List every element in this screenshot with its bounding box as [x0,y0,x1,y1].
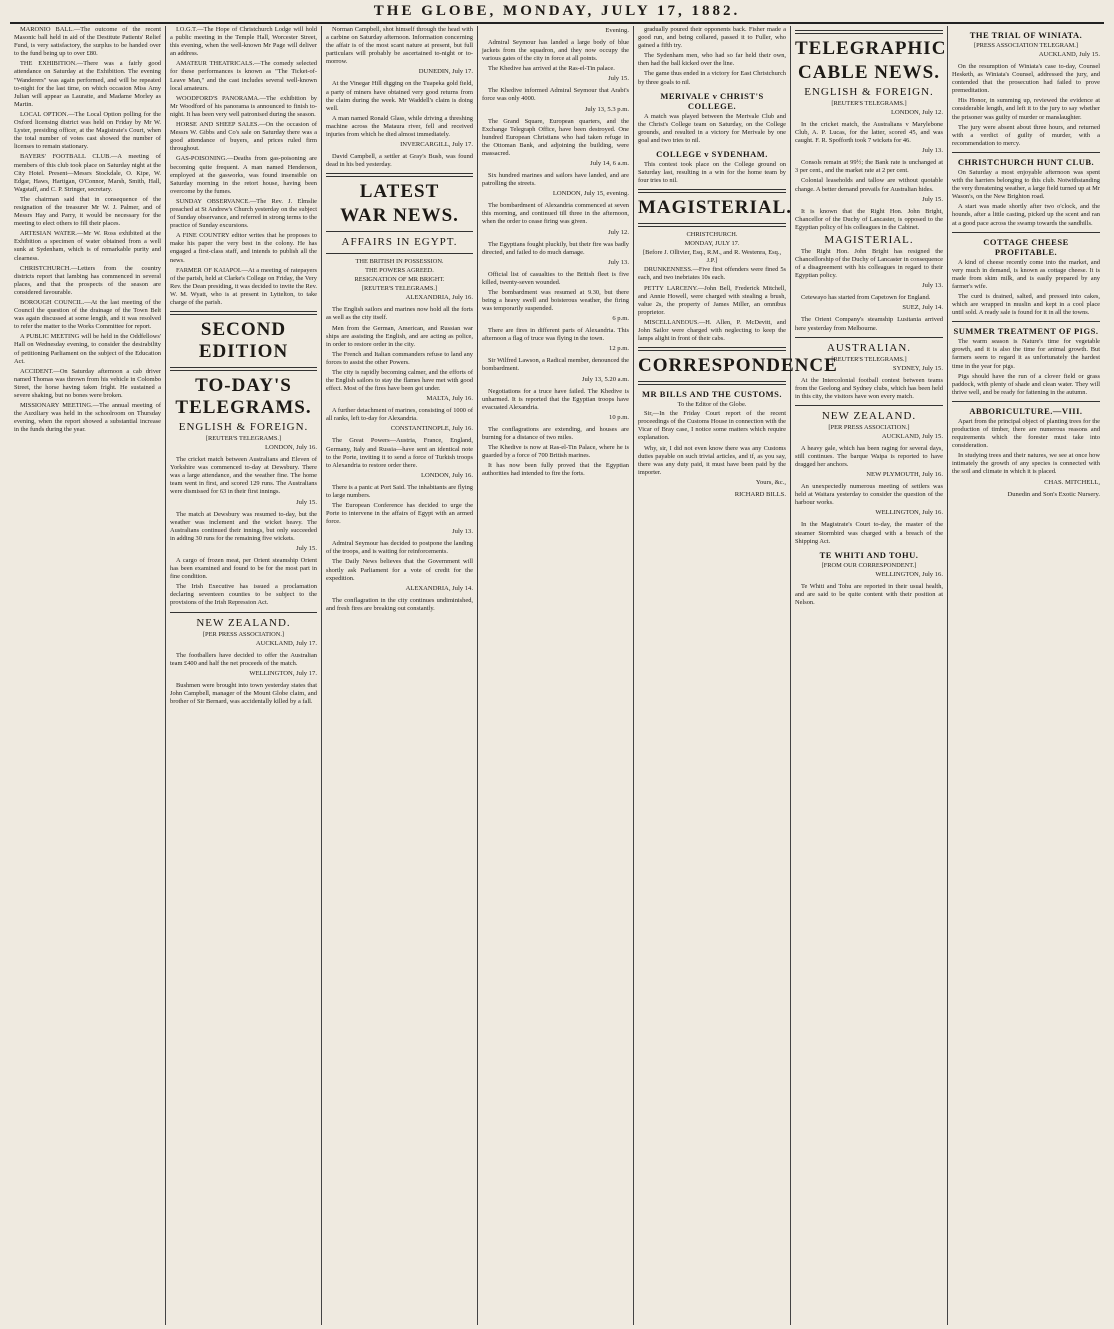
article-paragraph: AMATEUR THEATRICALS.—The comedy selected for these performances is known as "The Ticket-of-Leave Man," and the cast includes several well-known local amateurs. [170,60,317,92]
masthead: THE GLOBE, MONDAY, JULY 17, 1882. [10,0,1104,24]
dateline: LONDON, July 16. [264,444,317,452]
article-paragraph: The Right Hon. John Bright has resigned the Chancellorship of the Duchy of Lancaster in consequence of a disagreement with his colleagues in regard to their Egyptian policy. [795,247,943,280]
dateline: MALTA, July 16. [426,395,473,403]
article-paragraph: Admiral Seymour has landed a large body of blue jackets from the squadron, and they now occupy the various gates of the city in force at all points. [482,39,629,63]
article-paragraph: It is known that the Right Hon. John Bright, Chancellor of the Duchy of Lancaster, is opposed to the Egyptian policy of his colleagues in the Cabinet. [795,207,943,231]
dateline: July 13. [922,282,943,290]
article-paragraph: Te Whiti and Tohu are reported in their usual health, and are said to be quite content with their position at Nelson. [795,582,943,606]
dateline: INVERCARGILL, July 17. [400,141,473,149]
article-paragraph: Admiral Seymour has decided to postpone the landing of the troops, and is waiting for reinforcements. [326,540,473,556]
article-paragraph: The English sailors and marines now hold all the forts as well as the city itself. [326,306,473,322]
dateline: July 14, 6 a.m. [590,160,629,168]
article-paragraph: SUNDAY OBSERVANCE.—The Rev. J. Elmslie preached at St Andrew's Church yesterday on the subject of Sunday observance, and referred in strong terms to the practice of Sunday excursions. [170,197,317,230]
section-rule [952,321,1100,322]
section-divider [638,347,786,351]
article-paragraph: MISSIONARY MEETING.—The annual meeting of the Auxiliary was held in the schoolroom on Thursday evening, when the report showed a substantial increase in the funds during the year. [14,402,161,434]
article-paragraph: PETTY LARCENY.—John Bell, Frederick Mitchell, and Annie Howell, were charged with stealing a brush, value 2s, the property of James Miller, an omnibus proprietor. [638,284,786,316]
nz-credit: [PER PRESS ASSOCIATION.] [202,630,285,638]
war-news-heading: WAR NEWS. [340,205,459,227]
column-5 [634,26,838,1325]
dateline: July 13, 5.20 a.m. [581,375,629,383]
section-divider [170,367,317,371]
dateline: July 15. [296,544,317,552]
article-paragraph: On the resumption of Winiata's case to-day, Counsel Hesketh, as Winiata's Counsel, addressed the jury, and contended that the prosecution had failed to prove premeditation. [952,63,1100,95]
article-paragraph: It has now been fully proved that the Egyptian authorities had intended to fire the forts. [482,462,629,478]
article-paragraph: Apart from the principal object of planting trees for the production of timber, there are numerous reasons and requirements which the forester must take into consideration. [952,417,1100,450]
dateline: ALEXANDRIA, July 16. [405,294,473,302]
dateline: LONDON, July 12. [890,109,943,116]
war-credit: [REUTER'S TELEGRAMS.] [361,285,438,293]
article-paragraph: At the Vinegar Hill digging on the Tuapeka gold field, a party of miners have obtained very good returns from the claim during the week. Mr Waddell's claim is doing well. [326,80,473,112]
telegrams-credit: [REUTER'S TELEGRAMS.] [205,435,282,443]
section-rule [795,337,943,338]
section-divider [795,30,943,34]
hunt-club-heading: CHRISTCHURCH HUNT CLUB. [957,156,1095,167]
dateline: LONDON, July 15, evening. [552,190,629,198]
article-paragraph: The warm season is Nature's time for vegetable growth, and it is also the time for animal growth. But farmers seem to regard it as unfortunately the hardest time in the year for pigs. [952,338,1100,370]
cable-subheading: ENGLISH & FOREIGN. [804,86,934,98]
dateline: AUCKLAND, July 15. [1038,51,1100,58]
section-divider [638,381,786,385]
court-location: CHRISTCHURCH. [686,231,738,239]
article-paragraph: LOCAL OPTION.—The Local Option polling for the Oxford licensing district was held on Friday by Mr W. Lyster, presiding officer, at the Magistrate's Court, when the total number of votes cast showed the number of licenses to remain stationary. [14,110,161,151]
nz-heading: NEW ZEALAND. [196,616,291,629]
article-paragraph: A man named Ronald Glass, while driving a threshing machine across the Mataura river, fell and received injuries from which he died almost immediately. [326,114,473,139]
column-3 [322,26,478,1325]
article-paragraph: The Egyptians fought pluckily, but their fire was badly directed, and failed to do much damage. [482,240,629,256]
football-subheading: COLLEGE v SYDENHAM. [656,149,768,160]
article-paragraph: In studying trees and their natures, we see at once how intimately the growth of any species is connected with the soil and climate in which it is placed. [952,452,1100,476]
dateline: CONSTANTINOPLE, July 16. [390,425,473,433]
article-paragraph: The Grand Square, European quarters, and the Exchange Telegraph Office, have been destroyed. One hundred European Christians who had taken refuge in the Ottoman Bank, and adjoining the building, were massacred. [482,117,629,157]
dateline: July 13. [452,528,473,536]
article-paragraph: Pigs should have the run of a clover field or grass paddock, with plenty of shade and clean water. They will thrive well, and be ready for fattening in the autumn. [952,372,1100,396]
dateline: July 15. [922,195,943,203]
dateline: July 15. [608,75,629,83]
column-7 [948,26,1104,1325]
article-paragraph: This contest took place on the College ground on Saturday last, resulting in a win for the home team by four tries to nil. [638,161,786,185]
article-paragraph: FARMER OF KAIAPOI.—At a meeting of ratepayers of the parish, held at Clarke's College on Friday, the Very Rev. the Dean presiding, it was decided to invite the Rev. W. M. Wyatt, who is at present in Lyttelton, to take charge of the parish. [170,266,317,306]
article-paragraph: A PUBLIC MEETING will be held in the Oddfellows' Hall on Wednesday evening, to consider the desirability of petitioning Parliament on the subject of the Education Act. [14,333,161,365]
article-paragraph: The Sydenham men, who had so far held their own, then had the ball kicked over the line. [638,52,786,68]
article-paragraph: Sir Wilfred Lawson, a Radical member, denounced the bombardment. [482,357,629,373]
telegrams-subheading: ENGLISH & FOREIGN. [178,421,309,434]
article-paragraph: DRUNKENNESS.—Five first offenders were fined 5s each, and two inebriates 10s each. [638,266,786,282]
letter-address: To the Editor of the Globe. [677,401,747,409]
dateline: July 12. [608,228,629,236]
article-paragraph: Bushmen were brought into town yesterday states that John Campbell, manager of the Mount Globe claim, and brother of Sir Bernard, was accidentally killed by a fall. [170,681,317,705]
article-paragraph: CHRISTCHURCH.—Letters from the country districts report that lambing has commenced in several places, and that the prospects of the season are considered favourable. [14,264,161,296]
dateline: July 13, 5.3 p.m. [584,105,629,113]
article-paragraph: Colonial leaseholds and tallow are without quotable change. A better demand prevails for Australian hides. [795,177,943,193]
dateline: July 13. [922,147,943,155]
magisterial-heading-2: MAGISTERIAL. [824,233,914,246]
article-paragraph: A further detachment of marines, consisting of 1000 of all ranks, left to-day for Alexandria. [326,407,473,423]
article-paragraph: The cricket match between Australians and Eleven of Yorkshire was commenced to-day at Dewsbury. There was a large attendance, and the weather fine. The home team went in first, and scored 129 runs. The Australians were dismissed for 63 in their first innings. [170,456,317,496]
telegraphic-heading: TELEGRAPHIC [795,38,947,59]
section-divider [170,311,317,315]
article-paragraph: The conflagrations are extending, and houses are burning for a distance of two miles. [482,425,629,441]
article-paragraph: The footballers have decided to offer the Australian team £400 and half the net proceeds of the match. [170,651,317,667]
article-paragraph: HORSE AND SHEEP SALES.—On the occasion of Messrs W. Gibbs and Co's sale on Saturday there was a good attendance of buyers, and prices ruled firm throughout. [170,121,317,153]
article-paragraph: The bombardment was resumed at 9.30, but there being a heavy swell and boisterous weather, the firing was temporarily suspended. [482,288,629,313]
article-paragraph: Official list of casualties to the British fleet is five killed, twenty-seven wounded. [482,270,629,286]
cable-credit: [REUTER'S TELEGRAMS.] [831,100,907,107]
article-signature-affiliation: Dunedin and Son's Exotic Nursery. [1007,490,1100,498]
article-paragraph: BOROUGH COUNCIL.—At the last meeting of the Council the question of the drainage of the Town Belt was again discussed at some length, and it was resolved to refer the matter to the Works Committee for report. [14,299,161,331]
article-paragraph: gradually poured their opponents back. Fisher made a good run, and being collared, passed it to Fuller, who gained a fifth try. [638,26,786,50]
article-paragraph: Why, sir, I did not even know there was any Customs duties payable on such trivial articles, and if, as you say, there was any duty paid, it must have been paid by the importer. [638,444,786,476]
article-paragraph: The city is rapidly becoming calmer, and the efforts of the English sailors to stay the flames have met with good effect. Most of the fires have been got under. [326,368,473,393]
dateline: SYDNEY, July 15. [892,364,943,372]
column-2 [166,26,322,1325]
australian-heading: AUSTRALIAN. [826,341,912,354]
letter-title: MR BILLS AND THE CUSTOMS. [642,389,782,400]
nz-credit-2: [PER PRESS ASSOCIATION.] [828,423,910,431]
article-paragraph: A heavy gale, which has been raging for several days, still continues. The barque Waipa is reported to have dragged her anchors. [795,444,943,469]
australian-credit: [REUTER'S TELEGRAMS.] [831,355,907,363]
section-rule [952,152,1100,153]
cottage-cheese-heading: COTTAGE CHEESE PROFITABLE. [983,236,1069,257]
winiata-credit: [PRESS ASSOCIATION TELEGRAM.] [973,42,1079,49]
article-paragraph: The Khedive is now at Ras-el-Tin Palace, where he is guarded by a force of 700 British marines. [482,444,629,460]
column-6 [791,26,948,1325]
article-paragraph: The bombardment of Alexandria commenced at seven this morning, and continued till three in the afternoon, when the order to cease firing was given. [482,202,629,226]
section-divider [326,173,473,177]
section-divider [638,189,786,193]
war-subheading: THE BRITISH IN POSSESSION. [355,258,444,266]
dateline: 10 p.m. [609,413,629,421]
article-paragraph: The jury were absent about three hours, and returned with a verdict of guilty of murder, with a recommendation to mercy. [952,123,1100,147]
article-paragraph: A start was made shortly after two o'clock, and the hounds, after a little casting, picked up the scent and ran at a good pace across the swamp towards the sandhills. [952,203,1100,227]
article-paragraph: The Orient Company's steamship Lusitania arrived here yesterday from Melbourne. [795,316,943,332]
court-date: MONDAY, JULY 17. [684,240,740,248]
dateline: NEW PLYMOUTH, July 16. [866,471,943,479]
article-paragraph: The chairman said that in consequence of the resignation of the treasurer Mr W. J. Palmer, and of Messrs Hay and Parry, it would be necessary for the meeting to elect others to fill their places. [14,195,161,228]
columns-container [10,26,1104,1325]
telegrams-heading: TO-DAY'S TELEGRAMS. [175,375,312,419]
dateline: DUNEDIN, July 17. [418,68,473,76]
article-paragraph: The match at Dewsbury was resumed to-day, but the weather was inclement and the wicket heavy. The Australians continued their innings, but only succeeded in adding 30 runs for the remaining five wickets. [170,510,317,542]
section-rule [952,232,1100,233]
article-paragraph: I.O.G.T.—The Hope of Christchurch Lodge will hold a public meeting in the Temple Hall, Worcester Street, this evening, when the well-known Mr Page will deliver an address. [170,26,317,58]
war-subheading: THE POWERS AGREED. [365,267,434,275]
article-paragraph: Norman Campbell, shot himself through the head with a carbine on Saturday afternoon. Information concerning the affair is of the most scant nature at present, but full particulars will probably be ascertained to-night or to-morrow. [326,26,473,66]
article-paragraph: The conflagration in the city continues undiminished, and fresh fires are breaking out constantly. [326,596,473,612]
cable-news-heading: CABLE NEWS. [798,62,940,83]
dateline: WELLINGTON, July 16. [875,509,943,517]
article-paragraph: In the Magistrate's Court to-day, the master of the steamer Stormbird was charged with a breach of the Shipping Act. [795,521,943,545]
article-paragraph: The Khedive informed Admiral Seymour that Arabi's force was only 4000. [482,87,629,103]
dateline: 12 p.m. [609,345,629,353]
article-paragraph: An unexpectedly numerous meeting of settlers was held at Waitara yesterday to consider the question of the harbour works. [795,483,943,507]
article-paragraph: The Great Powers—Austria, France, England, Germany, Italy and Russia—have sent an identical note to the Porte, inviting it to send a force of Turkish troops to Alexandria to restore order there. [326,437,473,469]
war-subheading: RESIGNATION OF MR BRIGHT. [354,276,445,284]
article-paragraph: David Campbell, a settler at Gray's Bush, was found dead in his bed yesterday. [326,153,473,169]
dateline: July 13. [608,258,629,266]
section-divider [638,223,786,227]
article-paragraph: A match was played between the Merivale Club and the Christ's College team on Saturday, on the College grounds, and resulted in a victory for Merivale by one goal and two tries to nil. [638,112,786,144]
article-paragraph: The French and Italian commanders refuse to land any forces to assist the other Powers. [326,350,473,366]
pigs-heading: SUMMER TREATMENT OF PIGS. [953,326,1099,337]
article-paragraph: GAS-POISONING.—Deaths from gas-poisoning are becoming quite frequent. A man named Henderson, employed at the gasworks, was found insensible on Saturday morning in the retort house, having been overcome by the fumes. [170,155,317,195]
letter-signature: RICHARD BILLS. [734,490,786,498]
arboriculture-heading: ABBORICULTURE.—VIII. [969,405,1083,416]
article-paragraph: BAYERS' FOOTBALL CLUB.—A meeting of members of this club took place on Saturday night at the City Hotel. Present—Messrs Stockdale, O. Kipe, W. Edgar, Haws, Hartigan, O'Connor, Marsh, Smith, Hall, Wagstaff, and C. P. Stringer, secretary. [14,153,161,193]
article-paragraph: In the cricket match, the Australians v Marylebone Club, A. P. Lucas, for the latter, scored 45, and was caught. F. R. Spofforth took 7 wickets for 46. [795,121,943,145]
article-paragraph: A cargo of frozen meat, per Orient steamship Orient has been examined and found to be for the most part in fine condition. [170,556,317,581]
section-rule [952,401,1100,402]
dateline: LONDON, July 16. [420,471,473,479]
article-paragraph: THE EXHIBITION.—There was a fairly good attendance on Saturday at the Exhibition. The evening "Wanderers" was again performed, and will be repeated to-night for the last time, on which occasion Miss Amy Julian will appear as Lauratte, and Madame Morley as Martin. [14,60,161,108]
article-paragraph: Six hundred marines and sailors have landed, and are patrolling the streets. [482,172,629,188]
article-paragraph: Cetewayo has started from Capetown for England. [801,294,931,302]
article-paragraph: Sir,—In the Friday Court report of the recent proceedings of the Customs House in connection with the Vicar of Bray case, I notice some matters which require explanation. [638,410,786,442]
article-paragraph: His Honor, in summing up, reviewed the evidence at considerable length, and left it to the jury to say whether the prisoner was guilty of murder or manslaughter. [952,97,1100,121]
dateline: 6 p.m. [612,315,629,323]
section-rule [326,231,473,232]
article-paragraph: The European Conference has decided to urge the Porte to intervene in the affairs of Egypt with an armed force. [326,502,473,526]
article-paragraph: The Irish Executive has issued a proclamation declaring seventeen counties to be subject to the provisions of the Irish Repression Act. [170,583,317,607]
article-paragraph: Men from the German, American, and Russian war ships are assisting the English, and are acting as police, in order to restore order in the city. [326,324,473,348]
article-paragraph: There is a panic at Port Said. The inhabitants are flying to large numbers. [326,483,473,499]
dateline: AUCKLAND, July 15. [881,432,943,440]
court-bench: [Before J. Ollivier, Esq., R.M., and R. Westenra, Esq., J.P.] [642,249,782,265]
section-rule [795,405,943,406]
egypt-subheading: AFFAIRS IN EGYPT. [341,236,458,249]
article-paragraph: MISCELLANEOUS.—H. Allen, P. McDevitt, and John Sailor were charged with neglecting to keep the lamps alight in front of their cabs. [638,318,786,343]
article-paragraph: WOODFORD'S PANORAMA.—The exhibition by Mr Woodford of his panorama is announced to finish to-night. It has been very well patronised during the season. [170,94,317,118]
dateline: AUCKLAND, July 17. [255,639,317,647]
dateline: July 15. [296,498,317,506]
correspondence-heading: CORRESPONDENCE [638,355,838,377]
article-signature: CHAS. MITCHELL, [1044,478,1100,486]
section-rule [326,253,473,254]
article-paragraph: MARONIO BALL.—The outcome of the recent Masonic ball held in aid of the Destitute Patients' Relief Fund, is very satisfactory, the surplus to be handed over to the fund being up to over £80. [14,26,161,58]
dateline: Evening. [605,27,629,34]
column-1 [10,26,166,1325]
article-paragraph: The curd is drained, salted, and pressed into cakes, which are wrapped in muslin and kept in a cool place until sold. A ready sale is found for it in all the towns. [952,292,1100,317]
article-paragraph: ARTESIAN WATER.—Mr W. Ross exhibited at the Exhibition a specimen of water obtained from a well sunk at Sydenham, which is of remarkable purity and clearness. [14,230,161,262]
article-paragraph: A FINE COUNTRY editor writes that he proposes to make his paper the very best in the colony. He has engaged a first-class staff, and intends to publish all the news. [170,232,317,264]
letter-signoff: Yours, &c., [755,478,786,486]
article-paragraph: Negotiations for a truce have failed. The Khedive is unharmed. It is reported that the Egyptian troops have evacuated Alexandria. [482,387,629,411]
dateline: ALEXANDRIA, July 14. [405,584,473,592]
article-paragraph: Consols remain at 99½; the Bank rate is unchanged at 3 per cent., and the market rate at 2 per cent. [795,159,943,175]
magisterial-heading: MAGISTERIAL. [638,197,792,219]
football-subheading: MERIVALE v CHRIST'S COLLEGE. [660,90,764,111]
article-paragraph: The Daily News believes that the Government will shortly ask Parliament for a vote of credit for the expedition. [326,558,473,582]
article-paragraph: At the Intercolonial football contest between teams from the Geelong and Sydney clubs, which has been held in this city, the visitors have won every match. [795,376,943,400]
latest-heading: LATEST [359,181,440,203]
te-whiti-credit: [FROM OUR CORRESPONDENT.] [821,561,917,569]
nz-heading-2: NEW ZEALAND. [821,409,917,422]
te-whiti-heading: TE WHITI AND TOHU. [819,549,919,560]
article-paragraph: On Saturday a most enjoyable afternoon was spent with the harriers belonging to this club. Notwithstanding the very threatening weather, a large field turned up at Mr Wason's, on the New Brighton road. [952,168,1100,201]
winiata-heading: THE TRIAL OF WINIATA. [969,30,1083,40]
article-paragraph: The Khedive has arrived at the Ras-el-Tin palace. [488,65,615,73]
column-4 [478,26,634,1325]
article-paragraph: There are fires in different parts of Alexandria. This afternoon a flag of truce was flying in the town. [482,327,629,343]
section-rule [170,612,317,613]
dateline: WELLINGTON, July 17. [249,669,317,677]
second-edition-heading: SECOND EDITION [198,319,289,363]
article-paragraph: A kind of cheese recently come into the market, and very much in demand, is known as cottage cheese. It is made from skim milk, and is easily prepared by any farmer's wife. [952,258,1100,290]
dateline: SUEZ, July 14. [902,304,943,312]
dateline: WELLINGTON, July 16. [875,570,943,578]
article-paragraph: ACCIDENT.—On Saturday afternoon a cab driver named Thomas was thrown from his vehicle in Colombo Street, the horse having taken fright. He sustained a severe shaking, but no bones were broken. [14,367,161,400]
article-paragraph: The game thus ended in a victory for East Christchurch by three goals to nil. [638,70,786,86]
